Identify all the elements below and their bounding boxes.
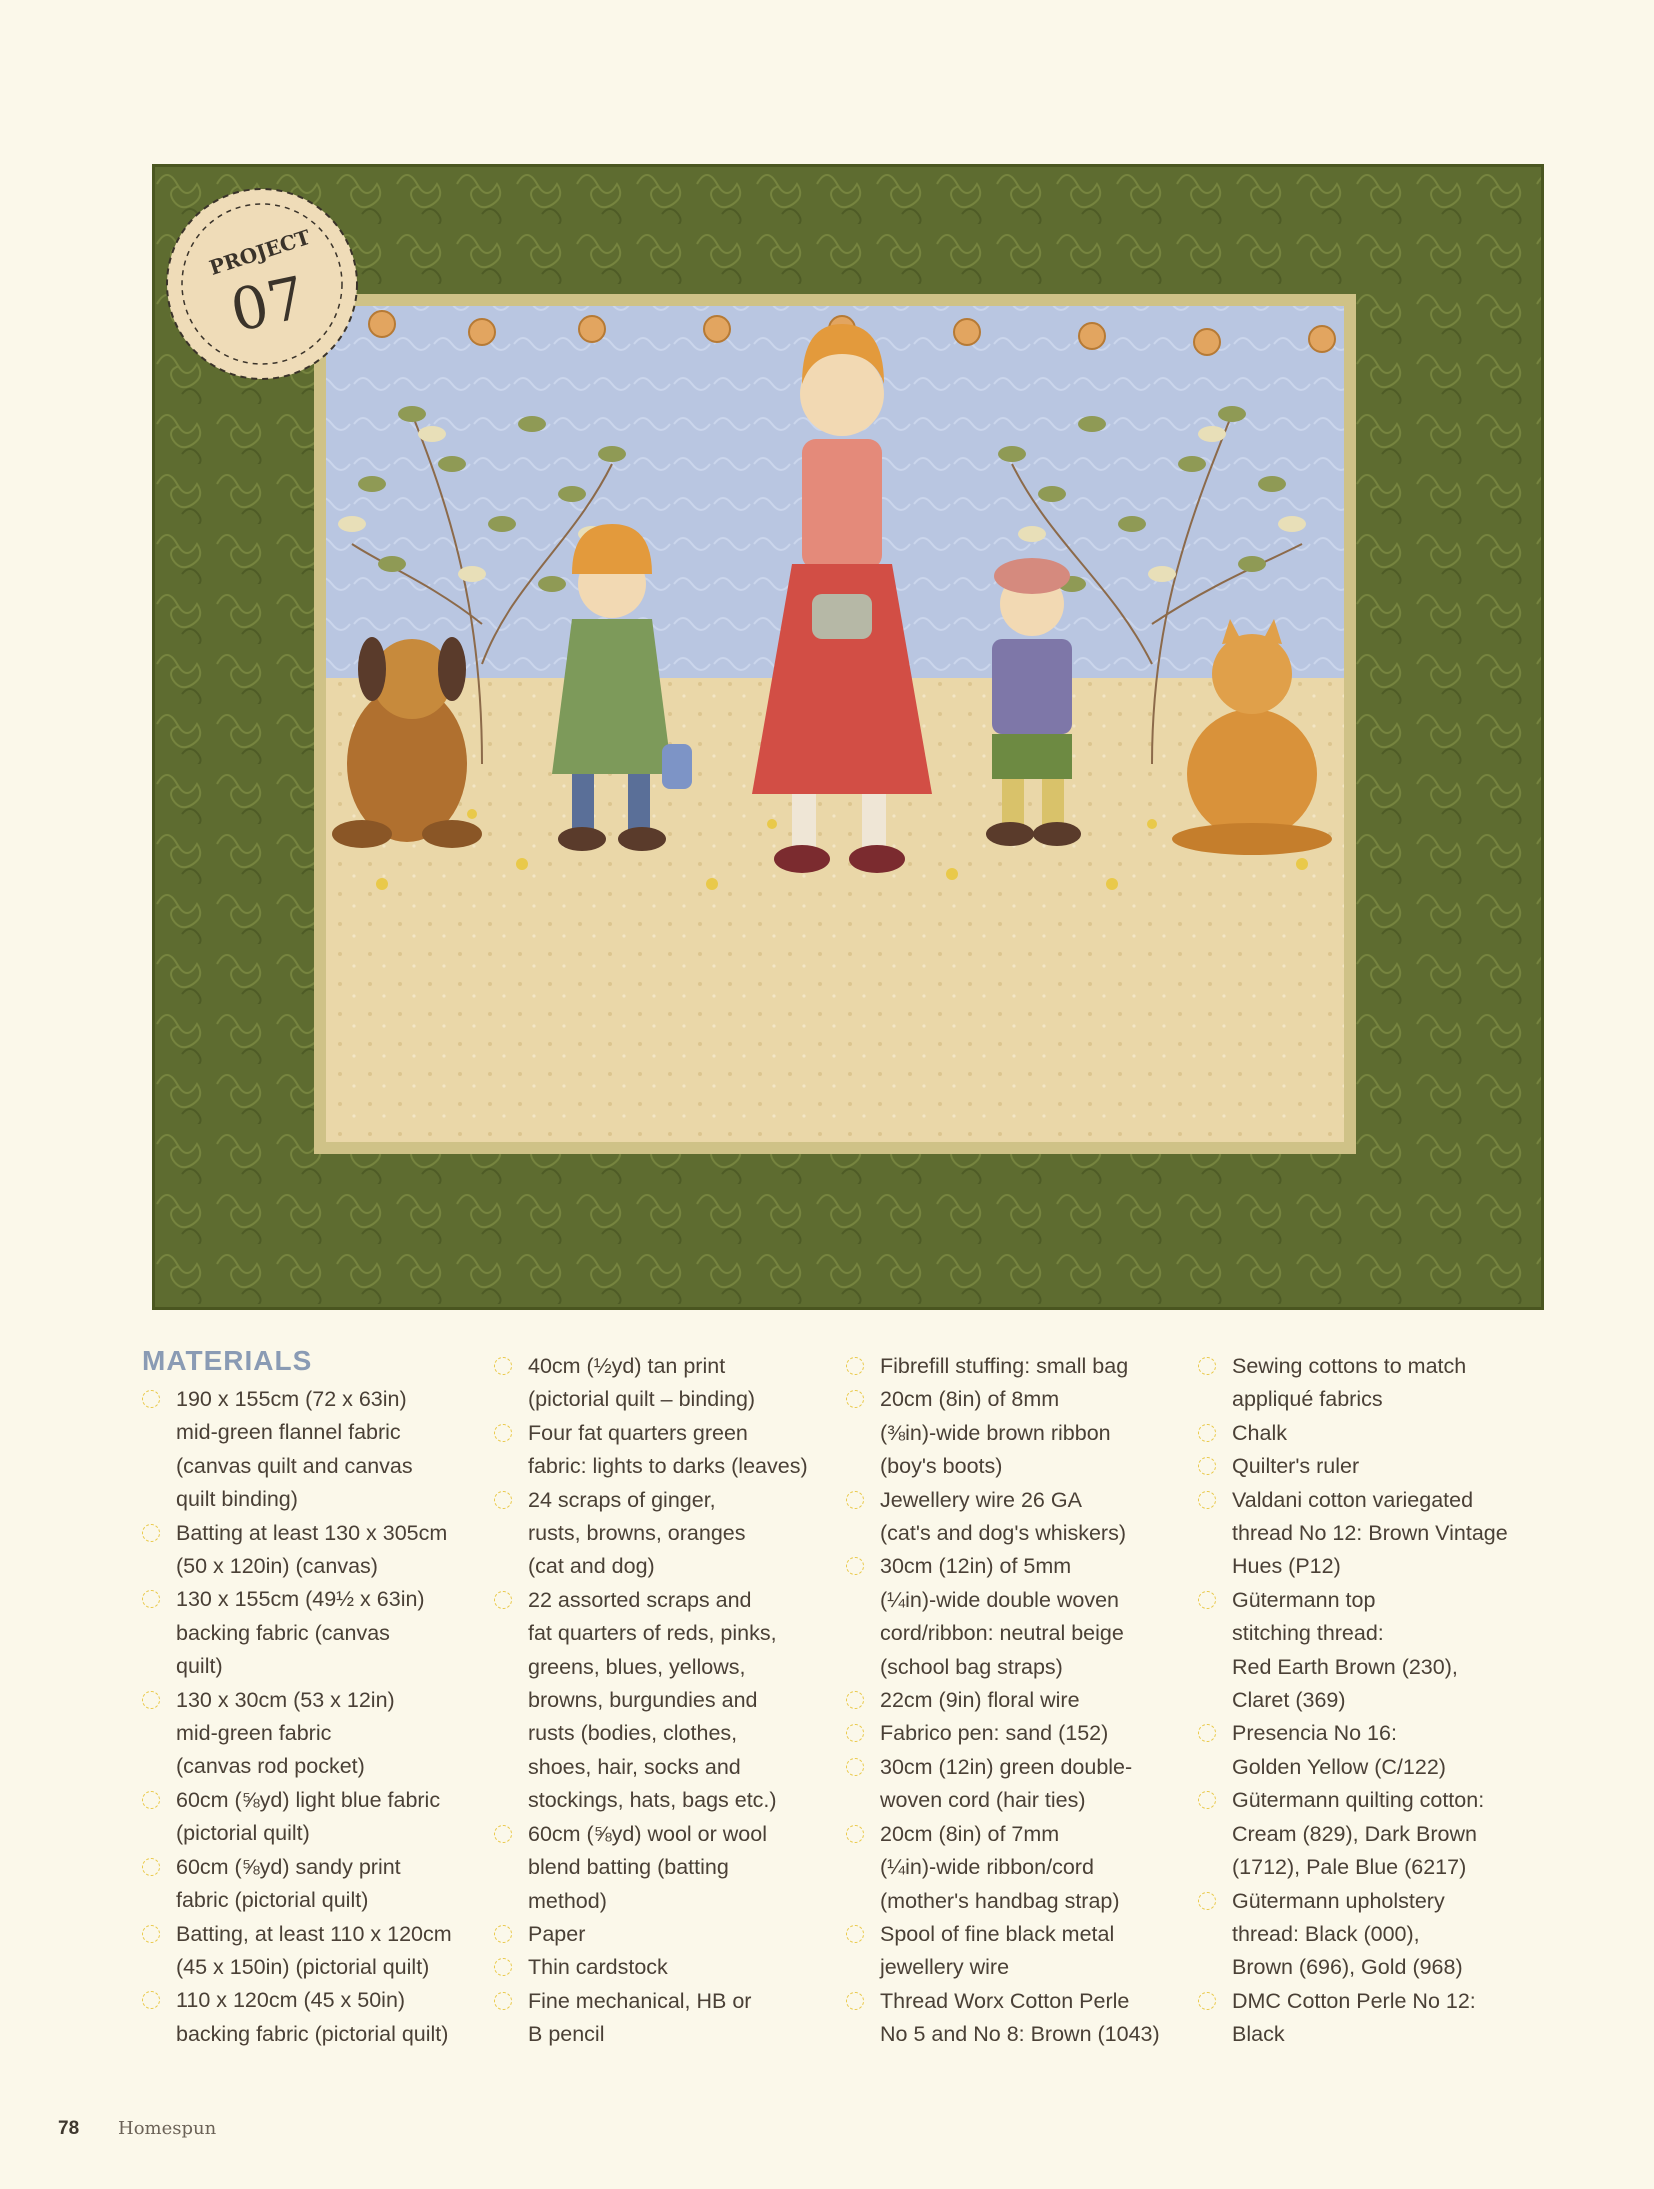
dashed-circle-bullet-icon [142, 1691, 160, 1709]
material-item [846, 1383, 1186, 1483]
dashed-circle-bullet-icon [1198, 1357, 1216, 1375]
material-item [494, 1350, 834, 1417]
material-item-text: Batting, at least 110 x 120cm (45 x 150in) (pictorial quilt) [176, 1921, 452, 1979]
material-item-text: Fabrico pen: sand (152) [880, 1721, 1109, 1746]
material-item [846, 1818, 1186, 1918]
material-item [846, 1985, 1186, 2052]
material-item-text: Fine mechanical, HB or B pencil [528, 1988, 752, 2047]
materials-heading: MATERIALS [142, 1345, 313, 1376]
dashed-circle-bullet-icon [846, 1390, 864, 1408]
material-item-text: Four fat quarters green fabric: lights to darks (leaves) [528, 1420, 808, 1479]
material-item [1198, 1717, 1538, 1784]
material-item-text: Presencia No 16: Golden Yellow (C/122) [1232, 1721, 1446, 1779]
materials-column-1 [142, 1383, 482, 2051]
dashed-circle-bullet-icon [142, 1390, 160, 1408]
material-item-text: DMC Cotton Perle No 12: Black [1232, 1988, 1476, 2047]
material-item-text: 30cm (12in) green double- woven cord (hair ties) [880, 1754, 1133, 1813]
material-item [1198, 1484, 1538, 1584]
dashed-circle-bullet-icon [142, 1858, 160, 1876]
dashed-circle-bullet-icon [142, 1925, 160, 1943]
material-item [494, 1484, 834, 1584]
dashed-circle-bullet-icon [1198, 1491, 1216, 1509]
material-item [142, 1684, 482, 1784]
material-item-text: Gütermann quilting cotton: Cream (829), Dark Brown (1712), Pale Blue (6217) [1232, 1788, 1485, 1880]
dashed-circle-bullet-icon [494, 1591, 512, 1609]
dashed-circle-bullet-icon [846, 1557, 864, 1575]
material-item-text: Sewing cottons to match appliqué fabrics [1232, 1354, 1467, 1412]
dashed-circle-bullet-icon [494, 1491, 512, 1509]
material-item-text: Gütermann upholstery thread: Black (000), Brown (696), Gold (968) [1232, 1888, 1463, 1980]
material-item [142, 1984, 482, 2051]
material-item-text: 20cm (8in) of 7mm (¼in)-wide ribbon/cord (mother's handbag strap) [880, 1821, 1120, 1913]
material-item-text: Chalk [1232, 1420, 1287, 1445]
material-item-text: 24 scraps of ginger, rusts, browns, oranges (cat and dog) [528, 1487, 746, 1579]
page-number: 78 [58, 2118, 80, 2139]
material-item [846, 1918, 1186, 1985]
materials-column-2 [494, 1350, 834, 2052]
material-item-text: Valdani cotton variegated thread No 12: Brown Vintage Hues (P12) [1232, 1487, 1508, 1579]
dashed-circle-bullet-icon [142, 1590, 160, 1608]
material-item [142, 1784, 482, 1851]
material-item [846, 1550, 1186, 1684]
dashed-circle-bullet-icon [142, 1524, 160, 1542]
material-item [846, 1717, 1186, 1750]
material-item-text: 22 assorted scraps and fat quarters of reds, pinks, greens, blues, yellows, browns, burgundies and rusts (bodies, clothes, shoes, hair, socks and stockings, hats, bags etc.) [528, 1587, 777, 1813]
dashed-circle-bullet-icon [1198, 1791, 1216, 1809]
material-item [142, 1851, 482, 1918]
material-item-text: 130 x 155cm (49½ x 63in) backing fabric (canvas quilt) [176, 1587, 425, 1679]
material-item [494, 1918, 834, 1951]
material-item [142, 1583, 482, 1683]
dashed-circle-bullet-icon [494, 1992, 512, 2010]
dashed-circle-bullet-icon [1198, 1424, 1216, 1442]
dashed-circle-bullet-icon [494, 1958, 512, 1976]
dashed-circle-bullet-icon [846, 1825, 864, 1843]
material-item-text: Spool of fine black metal jewellery wire [880, 1921, 1115, 1980]
dashed-circle-bullet-icon [494, 1925, 512, 1943]
dashed-circle-bullet-icon [494, 1825, 512, 1843]
material-item [494, 1985, 834, 2052]
material-item [846, 1751, 1186, 1818]
material-item-text: Jewellery wire 26 GA (cat's and dog's whiskers) [880, 1487, 1127, 1546]
dashed-circle-bullet-icon [846, 1758, 864, 1776]
material-item [1198, 1417, 1538, 1450]
material-item-text: Thread Worx Cotton Perle No 5 and No 8: Brown (1043) [880, 1988, 1160, 2047]
dashed-circle-bullet-icon [142, 1991, 160, 2009]
material-item [494, 1951, 834, 1984]
material-item [1198, 1885, 1538, 1985]
material-item-text: 22cm (9in) floral wire [880, 1688, 1080, 1713]
dashed-circle-bullet-icon [1198, 1457, 1216, 1475]
material-item [1198, 1784, 1538, 1884]
material-item-text: 60cm (⅝yd) wool or wool blend batting (batting method) [528, 1821, 767, 1913]
material-item-text: Fibrefill stuffing: small bag [880, 1354, 1129, 1378]
material-item [1198, 1350, 1538, 1417]
dashed-circle-bullet-icon [1198, 1992, 1216, 2010]
material-item [494, 1584, 834, 1818]
material-item-text: 60cm (⅝yd) light blue fabric (pictorial quilt) [176, 1787, 441, 1846]
material-item [1198, 1584, 1538, 1718]
material-item-text: 110 x 120cm (45 x 50in) backing fabric (pictorial quilt) [176, 1988, 449, 2046]
material-item [1198, 1450, 1538, 1483]
dashed-circle-bullet-icon [846, 1724, 864, 1742]
badge-label: PROJECT [206, 224, 314, 280]
dashed-circle-bullet-icon [846, 1925, 864, 1943]
dashed-circle-bullet-icon [1198, 1591, 1216, 1609]
material-item-text: Gütermann top stitching thread: Red Earth Brown (230), Claret (369) [1232, 1587, 1458, 1713]
material-item-text: Paper [528, 1921, 586, 1946]
badge-number: 07 [224, 263, 312, 346]
material-item [1198, 1985, 1538, 2052]
material-item-text: Batting at least 130 x 305cm (50 x 120in) (canvas) [176, 1520, 448, 1579]
materials-column-3 [846, 1350, 1186, 2052]
material-item [846, 1350, 1186, 1383]
material-item-text: Quilter's ruler [1232, 1454, 1360, 1479]
dashed-circle-bullet-icon [846, 1992, 864, 2010]
material-item-text: 20cm (8in) of 8mm (⅜in)-wide brown ribbon (boy's boots) [880, 1387, 1111, 1479]
quilt-photo [152, 164, 1544, 1310]
material-item-text: 60cm (⅝yd) sandy print fabric (pictorial quilt) [176, 1854, 401, 1913]
material-item [142, 1383, 482, 1517]
material-item-text: 190 x 155cm (72 x 63in) mid-green flannel fabric (canvas quilt and canvas quilt binding) [176, 1387, 413, 1512]
dashed-circle-bullet-icon [142, 1791, 160, 1809]
dashed-circle-bullet-icon [846, 1491, 864, 1509]
material-item [846, 1684, 1186, 1717]
project-badge [167, 189, 357, 379]
dashed-circle-bullet-icon [846, 1357, 864, 1375]
material-item-text: 130 x 30cm (53 x 12in) mid-green fabric (canvas rod pocket) [176, 1687, 395, 1779]
material-item [142, 1517, 482, 1584]
dashed-circle-bullet-icon [494, 1357, 512, 1375]
magazine-name: Homespun [118, 2118, 217, 2139]
material-item [494, 1417, 834, 1484]
dashed-circle-bullet-icon [1198, 1892, 1216, 1910]
dashed-circle-bullet-icon [494, 1424, 512, 1442]
dashed-circle-bullet-icon [846, 1691, 864, 1709]
material-item [846, 1484, 1186, 1551]
material-item [494, 1818, 834, 1918]
material-item-text: 30cm (12in) of 5mm (¼in)-wide double woven cord/ribbon: neutral beige (school bag straps) [880, 1554, 1124, 1679]
materials-column-4 [1198, 1350, 1538, 2052]
material-item-text: Thin cardstock [528, 1955, 668, 1980]
dashed-circle-bullet-icon [1198, 1724, 1216, 1742]
material-item [142, 1918, 482, 1985]
material-item-text: 40cm (½yd) tan print (pictorial quilt – binding) [528, 1354, 756, 1412]
